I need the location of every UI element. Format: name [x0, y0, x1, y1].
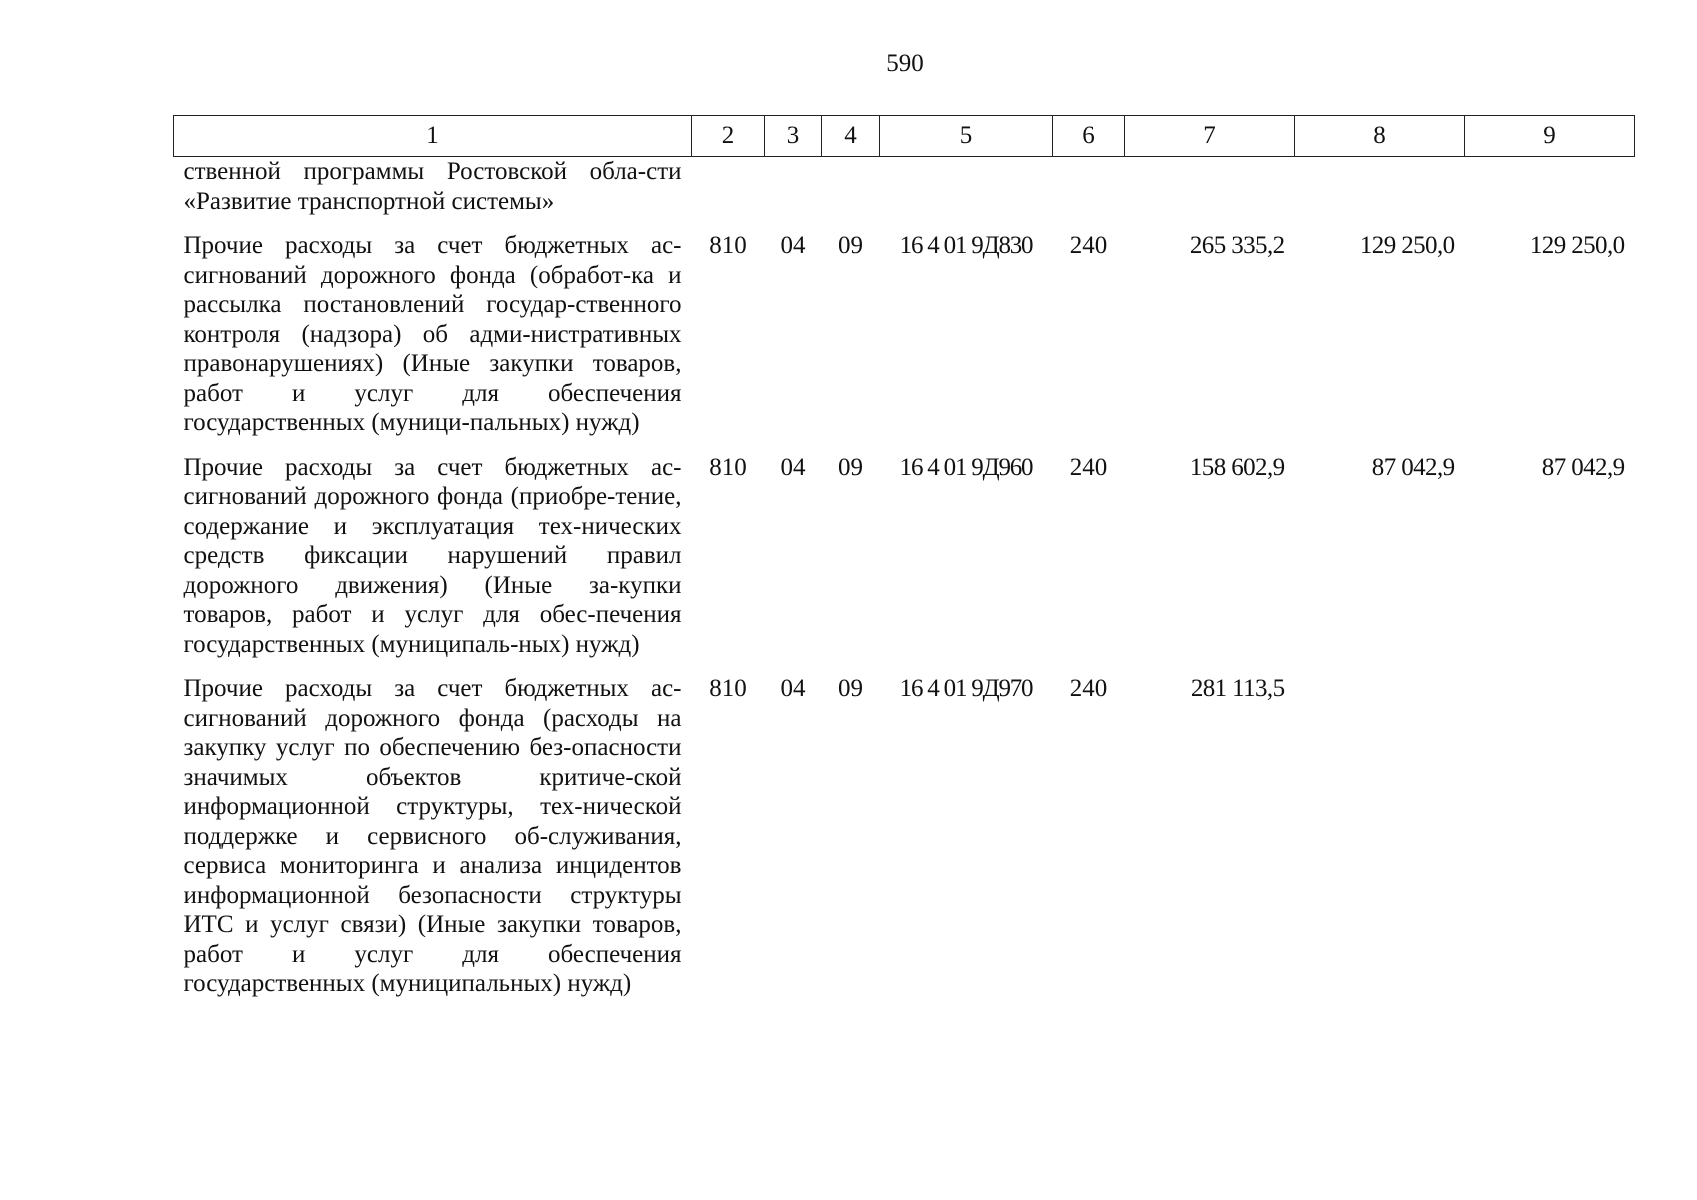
table-row — [174, 231, 1635, 453]
column-header: 6 — [1053, 116, 1125, 157]
cell-amount-col9: 87 042,9 — [1541, 453, 1625, 481]
cell-target-article: 16 4 01 9Д830 — [899, 232, 1033, 259]
column-header: 2 — [692, 116, 765, 157]
cell-amount-col8: 129 250,0 — [1359, 232, 1455, 259]
column-header: 4 — [822, 116, 880, 157]
row-description: Прочие расходы за счет бюджетных ас-сигнований дорожного фонда (приобре-тение, содержание и эксплуатация тех-нических средств фиксации нарушений правил дорожного движения) (Иные за-купки товаров, работ и услуг для обес-печения государственных (муниципаль-ных) нужд) — [183, 453, 682, 658]
cell-subsection: 09 — [838, 675, 863, 702]
cell-section: 04 — [780, 675, 806, 702]
cell-admin-code: 810 — [709, 453, 747, 481]
column-header: 5 — [880, 116, 1053, 157]
column-number-header-row — [174, 116, 1635, 157]
cell-expense-type: 240 — [1069, 675, 1108, 702]
cell-admin-code: 810 — [709, 675, 747, 702]
page-number: 590 — [886, 50, 924, 77]
row-description: Прочие расходы за счет бюджетных ас-сигнований дорожного фонда (обработ-ка и рассылка постановлений государ-ственного контроля (надзора) об адми-нистративных правонарушениях) (Иные закупки товаров, работ и услуг для обеспечения государственных (муници-пальных) нужд) — [183, 232, 682, 436]
cell-section: 04 — [780, 453, 806, 481]
column-header: 3 — [765, 116, 822, 157]
column-header: 1 — [174, 116, 692, 157]
cell-section: 04 — [780, 232, 806, 259]
cell-amount-col7 — [1125, 157, 1295, 232]
cell-expense-type: 240 — [1069, 453, 1108, 481]
column-header: 8 — [1295, 116, 1465, 157]
cell-section — [765, 157, 822, 232]
cell-target-article — [880, 157, 1053, 232]
cell-amount-col9 — [1465, 674, 1635, 999]
cell-admin-code: 810 — [709, 232, 747, 259]
cell-target-article: 16 4 01 9Д970 — [899, 675, 1033, 702]
cell-expense-type — [1053, 157, 1125, 232]
column-header: 9 — [1465, 116, 1635, 157]
cell-subsection: 09 — [838, 453, 863, 481]
cell-target-article: 16 4 01 9Д960 — [899, 453, 1033, 481]
cell-amount-col7: 265 335,2 — [1189, 232, 1285, 259]
cell-amount-col8 — [1295, 157, 1465, 232]
cell-subsection: 09 — [838, 232, 863, 259]
cell-admin-code — [692, 157, 765, 232]
cell-amount-col8 — [1295, 674, 1465, 999]
cell-amount-col7: 158 602,9 — [1189, 453, 1285, 481]
cell-expense-type: 240 — [1069, 232, 1108, 259]
row-description: Прочие расходы за счет бюджетных ас-сигнований дорожного фонда (расходы на закупку услуг по обеспечению без-опасности значимых объектов критиче-ской информационной структуры, тех-нической поддержке и сервисного об-служивания, сервиса мониторинга и анализа инцидентов информационной безопасности структуры ИТС и услуг связи) (Иные закупки товаров, работ и услуг для обеспечения государственных (муниципальных) нужд) — [183, 675, 682, 997]
table-row — [174, 453, 1635, 675]
row-description: ственной программы Ростовской обла-сти «Развитие транспортной системы» — [183, 158, 682, 215]
cell-amount-col9: 129 250,0 — [1529, 232, 1625, 259]
cell-amount-col8: 87 042,9 — [1371, 453, 1455, 481]
cell-amount-col9 — [1465, 157, 1635, 232]
cell-subsection — [822, 157, 880, 232]
cell-amount-col7: 281 113,5 — [1190, 675, 1285, 702]
column-header: 7 — [1125, 116, 1295, 157]
table-row — [174, 674, 1635, 999]
table-row — [174, 157, 1635, 232]
budget-table — [173, 115, 1635, 999]
